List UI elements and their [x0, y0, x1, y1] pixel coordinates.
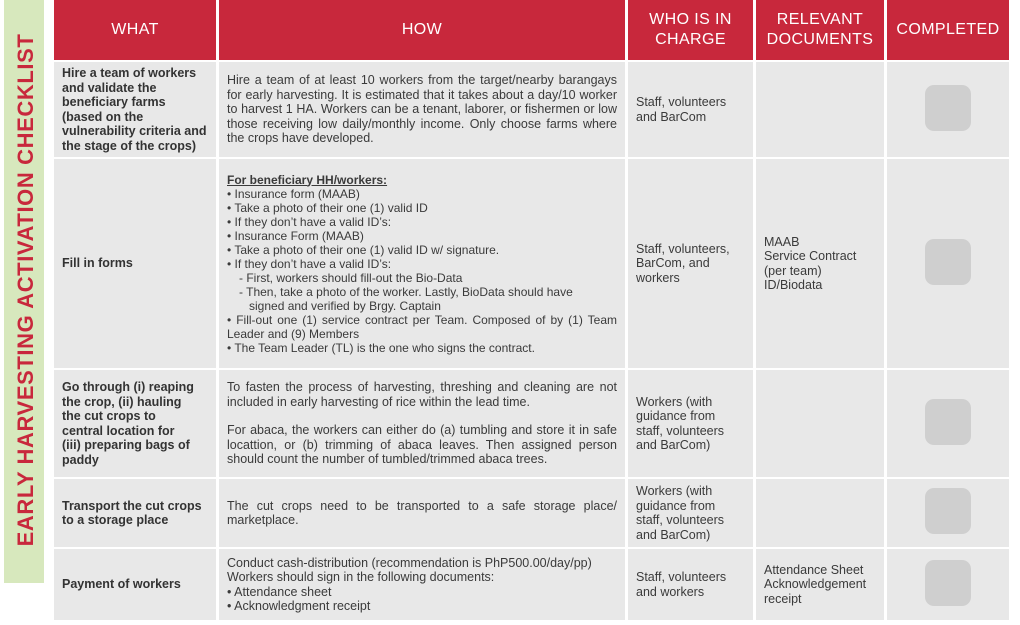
side-title: EARLY HARVESTING ACTIVATION CHECKLIST: [13, 33, 38, 547]
how-item: • If they don’t have a valid ID’s:: [227, 214, 392, 229]
docs-cell: [756, 60, 884, 157]
checklist-table: [51, 0, 1012, 620]
who-line: staff, volunteers: [636, 423, 725, 438]
completed-checkbox[interactable]: [925, 85, 971, 131]
who-line: and BarCom): [636, 527, 711, 542]
completed-cell: [887, 547, 1009, 620]
how-cell: The cut crops need to be transported to a safe storage place/ marketplace.: [219, 477, 625, 547]
header-docs-line2: DOCUMENTS: [766, 31, 874, 48]
who-cell: [628, 477, 753, 547]
what-line: (iii) preparing bags of: [62, 438, 190, 452]
how-cell: [219, 547, 625, 620]
what-cell: [54, 547, 216, 620]
how-item: • Acknowledgment receipt: [227, 599, 371, 613]
what-line: (based on the: [62, 109, 144, 124]
who-line: Staff, volunteers: [636, 570, 727, 584]
side-title-bar: [4, 0, 44, 583]
header-docs: [756, 0, 884, 60]
who-line: and BarCom: [636, 109, 707, 124]
who-line: Staff, volunteers: [636, 95, 727, 109]
what-line: beneficiary farms: [62, 95, 166, 109]
who-line: and workers: [636, 584, 705, 599]
who-line: guidance from: [636, 409, 716, 423]
how-item: Conduct cash-distribution (recommendation is PhP500.00/day/pp): [227, 555, 592, 570]
what-cell: [54, 368, 216, 477]
how-subitem: - Then, take a photo of the worker. Lastly, BioData should have: [239, 284, 573, 299]
doc-line: ID/Biodata: [764, 278, 823, 292]
completed-checkbox[interactable]: [925, 488, 971, 534]
table-row: [54, 157, 1009, 368]
how-heading: For beneficiary HH/workers:: [227, 172, 388, 187]
what-cell: [54, 60, 216, 157]
docs-cell: [756, 477, 884, 547]
completed-cell: [887, 368, 1009, 477]
how-item: • Take a photo of their one (1) valid ID w/ signature.: [227, 242, 500, 257]
header-row: [54, 0, 1009, 60]
how-item: Workers should sign in the following documents:: [227, 570, 495, 584]
who-line: staff, volunteers: [636, 513, 725, 527]
doc-line: Attendance Sheet: [764, 562, 864, 577]
who-cell: [628, 547, 753, 620]
docs-cell: [756, 157, 884, 368]
completed-checkbox[interactable]: [925, 239, 971, 285]
table-row: [54, 477, 1009, 547]
what-line: Payment of workers: [62, 577, 181, 592]
what-line: to a storage place: [62, 513, 169, 527]
how-item: • The Team Leader (TL) is the one who signs the contract.: [227, 340, 535, 355]
how-subitem: - First, workers should fill-out the Bio-Data: [239, 270, 463, 285]
what-cell: [54, 157, 216, 368]
table-row: [54, 368, 1009, 477]
what-line: Transport the cut crops: [62, 498, 202, 513]
doc-line: Service Contract: [764, 249, 857, 263]
doc-line: Acknowledgement: [764, 577, 867, 592]
what-line: paddy: [62, 452, 99, 467]
header-docs-line1: RELEVANT: [776, 11, 864, 28]
how-item: • Take a photo of their one (1) valid ID: [227, 200, 428, 215]
completed-cell: [887, 477, 1009, 547]
who-line: Workers (with: [636, 394, 713, 409]
who-cell: [628, 60, 753, 157]
how-subitem: signed and verified by Brgy. Captain: [249, 298, 441, 313]
what-line: central location for: [62, 423, 175, 438]
doc-line: receipt: [764, 591, 802, 606]
doc-line: (per team): [764, 263, 822, 278]
how-item: • If they don’t have a valid ID’s:: [227, 256, 392, 271]
what-line: Go through (i) reaping: [62, 380, 194, 394]
completed-checkbox[interactable]: [925, 399, 971, 445]
doc-line: MAAB: [764, 234, 800, 249]
what-line: the cut crops to: [62, 409, 156, 423]
what-line: the crop, (ii) hauling: [62, 394, 182, 409]
how-item: • Fill-out one (1) service contract per Team. Composed of by (1) Team Leader and (9) Members: [227, 312, 617, 341]
who-line: workers: [636, 270, 680, 285]
who-line: guidance from: [636, 498, 716, 513]
header-who-line1: WHO IS IN: [649, 11, 732, 28]
completed-checkbox[interactable]: [925, 560, 971, 606]
what-line: the stage of the crops): [62, 138, 197, 153]
how-item: • Insurance form (MAAB): [227, 186, 360, 201]
docs-cell: [756, 368, 884, 477]
what-line: and validate the: [62, 80, 157, 95]
how-item: • Attendance sheet: [227, 584, 332, 599]
paragraph-gap: [227, 409, 617, 423]
completed-cell: [887, 60, 1009, 157]
how-cell: Hire a team of at least 10 workers from the target/nearby barangays for early harvesting. It is estimated that it takes about a day/10 worker to harvest 1 HA. Workers can be a tenant, laborer, or fishermen or low those receiving low daily/monthly income. Only choose farms where the crops have developed.: [219, 60, 625, 157]
who-line: Workers (with: [636, 484, 713, 498]
docs-cell: [756, 547, 884, 620]
how-cell: [219, 157, 625, 368]
how-item: • Insurance Form (MAAB): [227, 228, 364, 243]
header-what: WHAT: [54, 0, 216, 60]
who-cell: [628, 368, 753, 477]
who-line: and BarCom): [636, 438, 711, 452]
what-cell: [54, 477, 216, 547]
who-line: BarCom, and: [636, 256, 710, 271]
header-completed: COMPLETED: [887, 0, 1009, 60]
what-line: Hire a team of workers: [62, 66, 197, 80]
how-paragraph: To fasten the process of harvesting, threshing and cleaning are not included in early harvesting of rice within the lead time.: [227, 380, 617, 409]
header-who: [628, 0, 753, 60]
table-row: [54, 60, 1009, 157]
completed-cell: [887, 157, 1009, 368]
header-how: HOW: [219, 0, 625, 60]
who-line: Staff, volunteers,: [636, 241, 730, 256]
what-line: Fill in forms: [62, 256, 133, 271]
table-row: [54, 547, 1009, 620]
what-line: vulnerability criteria and: [62, 124, 207, 138]
how-paragraph: For abaca, the workers can either do (a) tumbling and store it in safe locattion, or (b) trimming of abaca leaves. Then assigned person should count the number of tumbled/trimmed abaca trees.: [227, 423, 617, 467]
who-cell: [628, 157, 753, 368]
header-who-line2: CHARGE: [655, 31, 726, 48]
how-cell: [219, 368, 625, 477]
